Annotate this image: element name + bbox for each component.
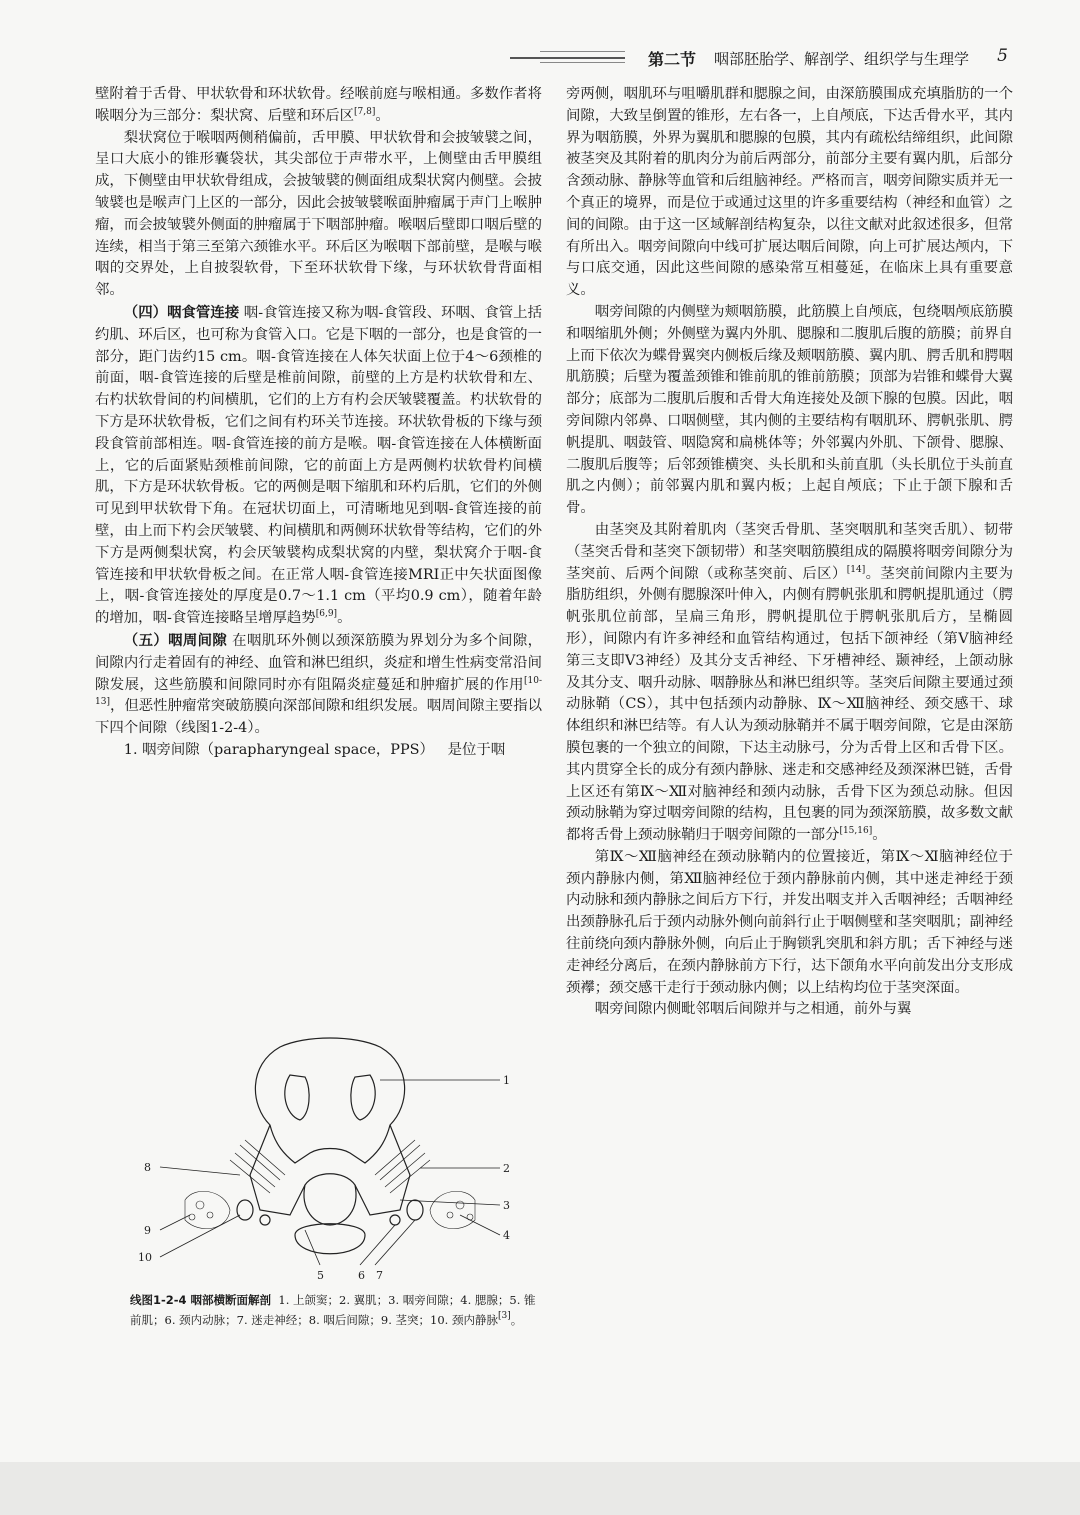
vessel-right <box>407 1200 423 1220</box>
vessel-right-small <box>390 1215 400 1225</box>
section-heading: （四）咽食管连接 <box>123 303 240 321</box>
section-heading: （五）咽周间隙 <box>123 631 228 649</box>
skull-outline <box>255 1038 404 1163</box>
paragraph: 梨状窝位于喉咽两侧稍偏前，舌甲膜、甲状软骨和会披皱襞之间，呈口大底小的锥形囊袋状，其尖部位于声带水平，上侧壁由舌甲膜组成，下侧壁由甲状软骨组成，会披皱襞的侧面组成梨状窝内侧壁。会披皱襞也是喉声门上区的一部分，因此会披皱襞喉面肿瘤属于声门上喉肿瘤，而会披皱襞外侧面的肿瘤属于下咽部肿瘤。喉咽后壁即口咽后壁的连续，相当于第三至第六颈锥水平。环后区为喉咽下部前壁，是喉与喉咽的交界处，上自披裂软骨，下至环状软骨下缘，与环状软骨背面相邻。 <box>95 129 542 299</box>
pharynx-cross-section-figure <box>130 1035 530 1283</box>
maxillary-sinus-right <box>351 1075 375 1120</box>
paragraph: 咽旁间隙的内侧壁为颊咽筋膜，此筋膜上自颅底，包绕咽颅底筋膜和咽缩肌外侧；外侧壁为翼内外肌、腮腺和二腹肌后腹的筋膜；前界自上而下依次为蝶骨翼突内侧板后缘及颊咽筋膜、翼内肌、腭舌肌和腭咽肌筋膜；后壁为覆盖颈锥和锥前肌的锥前筋膜；顶部为岩锥和蝶骨大翼部分；底部为二腹肌后腹和舌骨大角连接处及颌下腺的包膜。因此，咽旁间隙内邻鼻、口咽侧壁，其内侧的主要结构有咽肌环、腭帆张肌、腭帆提肌、咽鼓管、咽隐窝和扁桃体等；外邻翼内外肌、下颌骨、腮腺、二腹肌后腹等；后邻颈锥横突、头长肌和头前直肌（头长肌位于头前直肌之内侧）；前邻翼内肌和翼内板；上起自颅底；下止于颌下腺和舌骨。 <box>566 303 1013 517</box>
paragraph: 由茎突及其附着肌肉（茎突舌骨肌、茎突咽肌和茎突舌肌）、韧带（茎突舌骨和茎突下颌韧带）和茎突咽筋膜组成的隔膜将咽旁间隙分为茎突前、后两个间隙（或称茎突前、后区）[14]。茎突前间隙内主要为脂肪组织，外侧有腮腺深叶伸入，内侧有腭帆张肌和腭帆提肌通过（腭帆张肌位前部，呈扁三角形，腭帆提肌位于腭帆张肌后方，呈椭圆形），间隙内有许多神经和血管结构通过，包括下颌神经（第Ⅴ脑神经第三支即V3神经）及其分支舌神经、下牙槽神经、颞神经，上颌动脉及其分支、咽升动脉、咽静脉丛和淋巴组织等。茎突后间隙主要通过颈动脉鞘（CS），其中包括颈内动静脉、Ⅸ～Ⅻ脑神经、颈交感干、球体组织和淋巴结等。有人认为颈动脉鞘并不属于咽旁间隙，它是由深筋膜包裹的一个独立的间隙，下达主动脉弓，分为舌骨上区和舌骨下区。其内贯穿全长的成分有颈内静脉、迷走和交感神经及颈深淋巴链，舌骨上区还有第Ⅸ～Ⅻ对脑神经和颈内动脉，舌骨下区为颈总动脉。但因颈动脉鞘为穿过咽旁间隙的结构，且包裹的同为颈深筋膜，故多数文献都将舌骨上颈动脉鞘归于咽旁间隙的一部分[15,16]。 <box>566 521 1013 844</box>
paragraph: 壁附着于舌骨、甲状软骨和环状软骨。经喉前庭与喉相通。多数作者将喉咽分为三部分：梨状窝、后壁和环后区[7,8]。 <box>95 86 542 124</box>
figure-label: 6 <box>358 1269 365 1282</box>
subsection-label: 1. 咽旁间隙（parapharyngeal space，PPS） <box>123 741 434 758</box>
scan-margin <box>0 1462 1080 1515</box>
figure-label: 4 <box>503 1229 510 1242</box>
caption-title: 线图1-2-4 咽部横断面解剖 <box>130 1293 272 1307</box>
vessel-left <box>237 1200 253 1220</box>
vertebra <box>295 1224 365 1254</box>
mandible-left <box>250 1125 305 1215</box>
figure-label: 8 <box>144 1161 151 1174</box>
mandible-right <box>355 1125 410 1215</box>
paragraph: 咽旁间隙内侧毗邻咽后间隙并与之相通，前外与翼 <box>594 1001 912 1018</box>
figure-label: 7 <box>376 1269 383 1282</box>
left-column <box>95 84 542 762</box>
paragraph: 1. 咽旁间隙（parapharyngeal space，PPS） 是位于咽 <box>123 741 506 758</box>
header-ornament-rule <box>540 51 625 52</box>
figure-label: 2 <box>503 1162 510 1175</box>
leader-lines <box>160 1080 500 1265</box>
paragraph: （五）咽周间隙 在咽肌环外侧以颈深筋膜为界划分为多个间隙，间隙内行走着固有的神经、血管和淋巴组织，炎症和增生性病变常沿间隙发展，这些筋膜和间隙同时亦有阻隔炎症蔓延和肿瘤扩展的作用[10-13]，但恶性肿瘤常突破筋膜向深部间隙和组织发展。咽周间隙主要指以下四个间隙（线图1-2-4）。 <box>95 631 542 737</box>
header-title: 咽部胚胎学、解剖学、组织学与生理学 <box>714 50 970 68</box>
right-column <box>566 84 1013 1021</box>
figure-label: 1 <box>503 1074 510 1087</box>
running-header <box>500 47 1020 69</box>
figure-label: 10 <box>138 1251 152 1264</box>
header-section: 第二节 <box>648 50 697 69</box>
parotid-texture <box>185 1191 475 1228</box>
header-ornament-rule <box>510 57 625 59</box>
figure-label: 3 <box>503 1199 510 1212</box>
maxillary-sinus-left <box>285 1075 309 1120</box>
page-number: 5 <box>997 46 1008 66</box>
figure-label: 5 <box>317 1269 324 1282</box>
pharynx-lumen <box>304 1174 356 1225</box>
figure-label: 9 <box>144 1224 151 1237</box>
header-ornament-rule <box>540 62 625 63</box>
paragraph: 旁两侧，咽肌环与咀嚼肌群和腮腺之间，由深筋膜围成充填脂肪的一个间隙，大致呈倒置的锥形，左右各一，上自颅底，下达舌骨水平，其内界为咽筋膜，外界为翼肌和腮腺的包膜，其内有疏松结缔组织，此间隙被茎突及其附着的肌肉分为前后两部分，前部分主要有翼内肌，后部分含颈动脉、静脉等血管和后组脑神经。严格而言，咽旁间隙实质并无一个真正的境界，而是位于或通过这里的许多重要结构（神经和血管）之间的间隙。由于这一区域解剖结构复杂，以往文献对此叙述很多，但常有所出入。咽旁间隙向中线可扩展达咽后间隙，向上可扩展达颅内，下与口底交通，因此这些间隙的感染常互相蔓延，在临床上具有重要意义。 <box>566 86 1013 299</box>
figure-caption: 线图1-2-4 咽部横断面解剖 1. 上颌窦；2. 翼肌；3. 咽旁间隙；4. 腮腺；5. 锥前肌；6. 颈内动脉；7. 迷走神经；8. 咽后间隙；9. 茎突；10. 颈内静脉[3]。 <box>130 1293 536 1327</box>
paragraph: 第Ⅸ～Ⅻ脑神经在颈动脉鞘内的位置接近，第Ⅸ～Ⅺ脑神经位于颈内静脉内侧，第Ⅻ脑神经位于颈内静脉前内侧，其中迷走神经于颈内动脉和颈内静脉之间后方下行，并发出咽支并入舌咽神经；舌咽神经出颈静脉孔后于颈内动脉外侧向前斜行止于咽侧壁和茎突咽肌；副神经往前绕向颈内静脉外侧，向后止于胸锁乳突肌和斜方肌；舌下神经与迷走神经分离后，在颈内静脉前方下行，达下颌角水平向前发出分支形成颈襻；颈交感干走行于颈动脉内侧；以上结构均位于茎突深面。 <box>566 848 1013 996</box>
vessel-left-small <box>260 1215 270 1225</box>
paragraph: （四）咽食管连接 咽-食管连接又称为咽-食管段、环咽、食管上括约肌、环后区，也可称为食管入口。它是下咽的一部分，也是食管的一部分，距门齿约15 cm。咽-食管连接在人体矢状面上位于4～6颈椎的前面，咽-食管连接的后壁是椎前间隙，前壁的上方是杓状软骨和左、右杓状软骨间的杓间横肌，它们的上方有杓会厌皱襞覆盖。杓状软骨的下方是环状软骨板，它们之间有杓环关节连接。环状软骨板的下缘与颈段食管前部相连。咽-食管连接的前方是喉。咽-食管连接在人体横断面上，它的后面紧贴颈椎前间隙，它的前面上方是两侧杓状软骨杓间横肌，下方是环状软骨板。它的两侧是咽下缩肌和环杓后肌，它们的外侧可见到甲状软骨下角。在冠状切面上，可清晰地见到咽-食管连接的前壁，由上而下杓会厌皱襞、杓间横肌和两侧环状软骨等结构，它们的外下方是两侧梨状窝，杓会厌皱襞构成梨状窝的内壁，梨状窝介于咽-食管连接和甲状软骨板之间。在正常人咽-食管连接MRI正中矢状面图像上，咽-食管连接处的厚度是0.7～1.1 cm（平均0.9 cm），随着年龄的增加，咽-食管连接略呈增厚趋势[6,9]。 <box>95 303 542 627</box>
